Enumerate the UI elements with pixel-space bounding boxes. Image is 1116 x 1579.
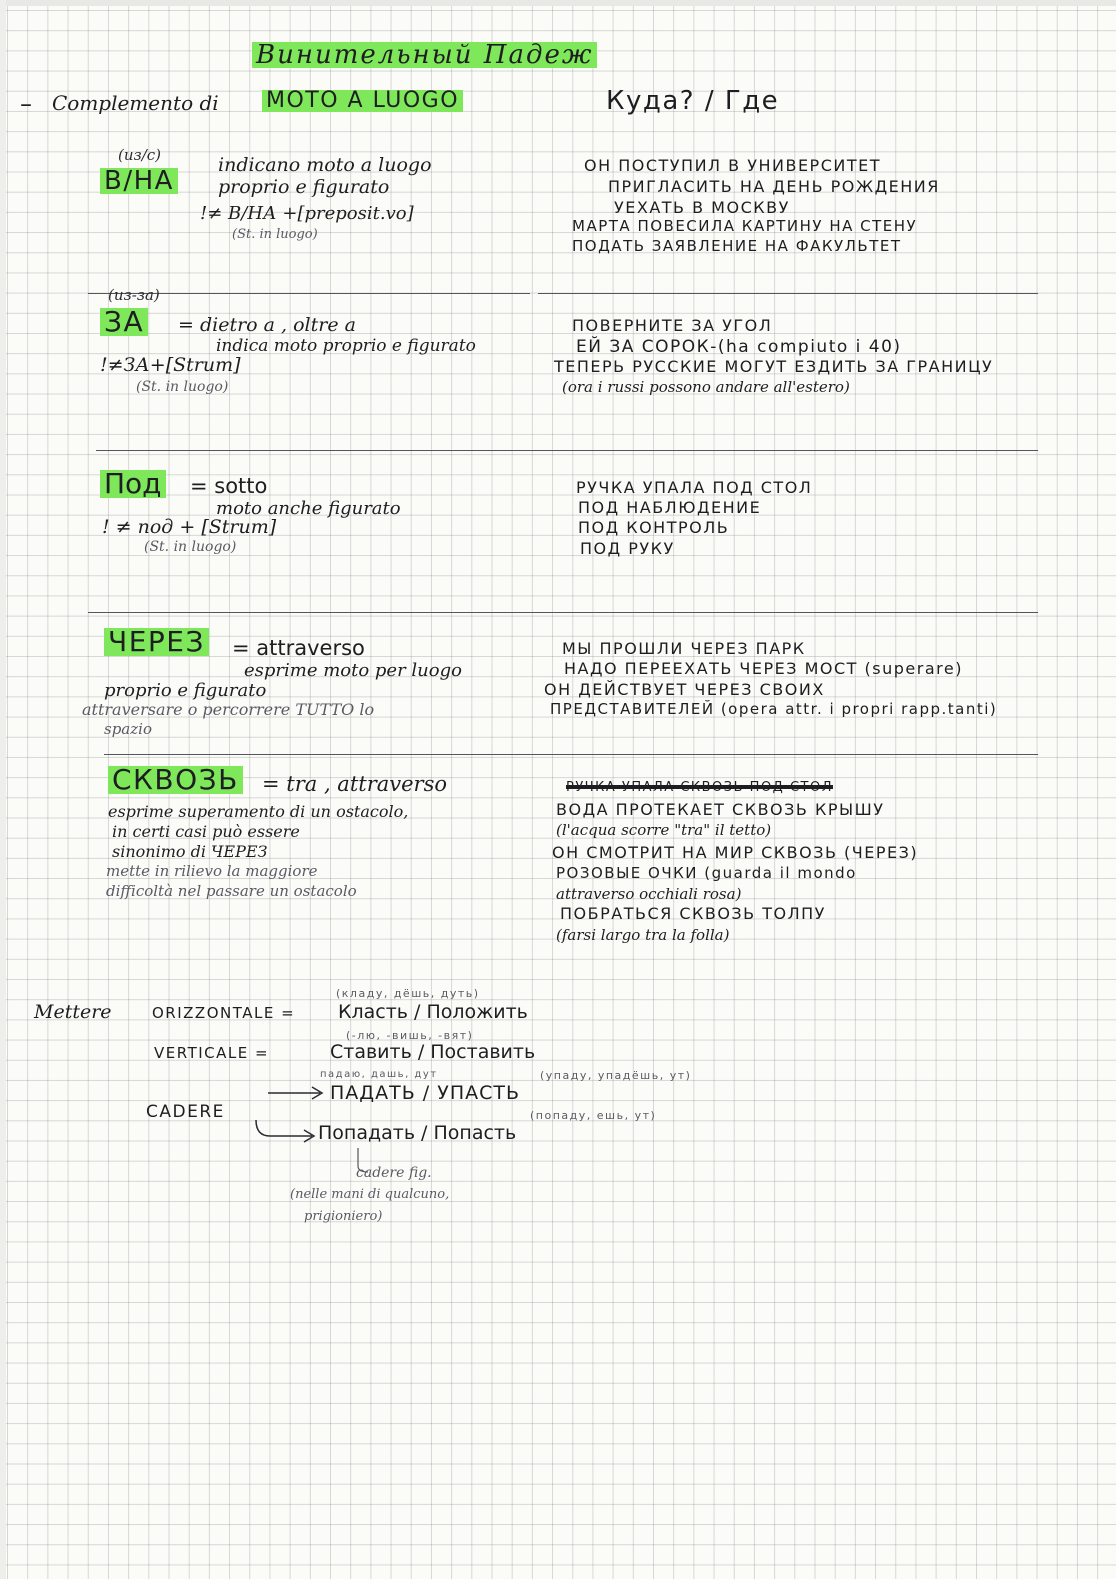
section-4-definition-4: attraversare o percorrere TUTTO lo <box>82 700 375 719</box>
divider-1-right <box>538 293 1038 294</box>
divider-4 <box>104 754 1038 755</box>
section-4-example-4: ПРЕДСТАВИТЕЛЕЙ (opera attr. i propri rapp.tanti) <box>550 700 998 718</box>
section-2-note-2: (St. in luogo) <box>136 379 229 395</box>
section-5-definition-5: mette in rilievo la maggiore <box>106 862 318 880</box>
verticale-verbs: Ставить / Поставить <box>330 1041 536 1063</box>
section-5-example-4: РОЗОВЫЕ ОЧКИ (guarda il mondo <box>556 864 857 882</box>
section-1-preposition: В/НА <box>100 168 178 194</box>
section-5-example-2: (l'acqua scorre "tra" il tetto) <box>556 821 772 839</box>
section-4-definition: = attraverso <box>232 636 365 660</box>
section-4-example-2: НАДО ПЕРЕЕХАТЬ ЧЕРЕЗ МОСТ (superare) <box>564 659 963 678</box>
verticale-label: VERTICALE = <box>154 1044 270 1062</box>
divider-2 <box>96 450 1038 451</box>
page-title: Винительный Падеж <box>252 42 597 68</box>
section-5-definition: = tra , attraverso <box>262 772 448 796</box>
fig-note-2: (nelle mani di qualcuno, <box>290 1187 450 1202</box>
section-5-example-7: (farsi largo tra la folla) <box>556 926 730 944</box>
section-5-example-6: ПОБРАТЬСЯ СКВОЗЬ ТОЛПУ <box>560 904 826 923</box>
section-5-definition-4: sinonimo di ЧЕРЕЗ <box>112 842 268 861</box>
section-5-definition-3: in certi casi può essere <box>112 822 300 841</box>
page-top-edge <box>0 0 1116 6</box>
section-3-preposition: Под <box>100 470 166 498</box>
section-4-definition-5: spazio <box>104 720 152 738</box>
section-3-note: ! ≠ под + [Strum] <box>102 516 277 538</box>
intro-question: Куда? / Где <box>606 86 780 116</box>
section-1-note-2: (St. in luogo) <box>232 227 318 242</box>
fig-note-3: prigioniero) <box>304 1209 383 1224</box>
orizzontale-verbs: Класть / Положить <box>338 1001 528 1023</box>
padat-forms: падаю, дашь, дут <box>320 1069 438 1080</box>
intro-topic: MOTO A LUOGO <box>262 90 463 112</box>
section-3-example-4: ПОД РУКУ <box>580 539 675 558</box>
upast-forms: (упаду, упадёшь, ут) <box>540 1069 692 1082</box>
intro-dash: – <box>20 90 32 118</box>
section-2-definition: = dietro a , oltre a <box>178 314 356 336</box>
section-3-example-2: ПОД НАБЛЮДЕНИЕ <box>578 498 762 517</box>
section-2-example-1: ПОВЕРНИТЕ ЗА УГОЛ <box>572 316 773 335</box>
verticale-forms: (-лю, -вишь, -вят) <box>346 1029 474 1042</box>
section-4-definition-3: esprime moto per luogo <box>244 660 462 681</box>
orizzontale-forms: (кладу, дёшь, дуть) <box>336 987 480 1000</box>
section-1-note: !≠ В/НА +[preposit.vo] <box>200 203 414 224</box>
section-5-definition-6: difficoltà nel passare un ostacolo <box>106 882 357 900</box>
section-2-definition-2: indica moto proprio e figurato <box>216 336 476 356</box>
verbs-heading: Mettere <box>34 1001 112 1023</box>
section-5-struck-example: РУЧКА УПАЛА СКВОЗЬ ПОД СТОЛ <box>566 780 833 795</box>
section-1-definition-2: proprio e figurato <box>218 176 390 198</box>
section-5-example-5: attraverso occhiali rosa) <box>556 885 742 903</box>
section-2-note: !≠ЗА+[Strum] <box>100 354 241 376</box>
section-4-example-1: МЫ ПРОШЛИ ЧЕРЕЗ ПАРК <box>562 639 806 658</box>
section-4-example-3: ОН ДЕЙСТВУЕТ ЧЕРЕЗ СВОИХ <box>544 680 825 699</box>
intro-label: Complemento di <box>52 91 219 115</box>
cadere-label: CADERE <box>146 1102 225 1122</box>
section-1-example-4: МАРТА ПОВЕСИЛА КАРТИНУ НА СТЕНУ <box>572 217 918 235</box>
section-2-example-3: ТЕПЕРЬ РУССКИЕ МОГУТ ЕЗДИТЬ ЗА ГРАНИЦУ <box>554 357 994 376</box>
section-5-example-3: ОН СМОТРИТ НА МИР СКВОЗЬ (ЧЕРЕЗ) <box>552 843 919 862</box>
section-1-definition: indicano moto a luogo <box>218 154 432 176</box>
section-2-origin: (из-за) <box>108 286 160 304</box>
section-4-definition-2: proprio e figurato <box>104 680 267 701</box>
section-3-definition: = sotto <box>190 474 268 498</box>
orizzontale-label: ORIZZONTALE = <box>152 1004 296 1022</box>
section-2-preposition: ЗА <box>100 308 148 336</box>
section-5-example-1: ВОДА ПРОТЕКАЕТ СКВОЗЬ КРЫШУ <box>556 800 885 819</box>
arrow-hook-icon <box>252 1118 322 1148</box>
section-1-origin: (из/с) <box>118 146 162 164</box>
section-1-example-1: ОН ПОСТУПИЛ В УНИВЕРСИТЕТ <box>584 156 881 175</box>
section-2-example-4: (ora i russi possono andare all'estero) <box>562 378 850 396</box>
divider-3 <box>88 612 1038 613</box>
section-5-preposition: СКВОЗЬ <box>108 766 243 794</box>
section-3-example-3: ПОД КОНТРОЛЬ <box>578 518 730 537</box>
section-1-example-2: ПРИГЛАСИТЬ НА ДЕНЬ РОЖДЕНИЯ <box>608 177 940 196</box>
section-3-definition-2: moto anche figurato <box>216 498 401 519</box>
section-4-preposition: ЧЕРЕЗ <box>104 628 209 656</box>
section-3-example-1: РУЧКА УПАЛА ПОД СТОЛ <box>576 478 813 497</box>
fig-note: cadere fig. <box>356 1165 432 1181</box>
section-2-example-2: ЕЙ ЗА СОРОК-(ha compiuto i 40) <box>576 337 902 357</box>
section-1-example-3: УЕХАТЬ В МОСКВУ <box>614 198 790 217</box>
popadat-verbs: Попадать / Попасть <box>318 1122 517 1144</box>
section-5-definition-2: esprime superamento di un ostacolo, <box>108 802 409 821</box>
arrow-right-icon <box>266 1083 326 1103</box>
popast-forms: (попаду, ешь, ут) <box>530 1109 657 1122</box>
page-left-edge <box>0 0 6 1579</box>
section-1-example-5: ПОДАТЬ ЗАЯВЛЕНИЕ НА ФАКУЛЬТЕТ <box>572 237 902 255</box>
padat-verbs: ПАДАТЬ / УПАСТЬ <box>330 1082 521 1104</box>
section-3-note-2: (St. in luogo) <box>144 539 237 555</box>
